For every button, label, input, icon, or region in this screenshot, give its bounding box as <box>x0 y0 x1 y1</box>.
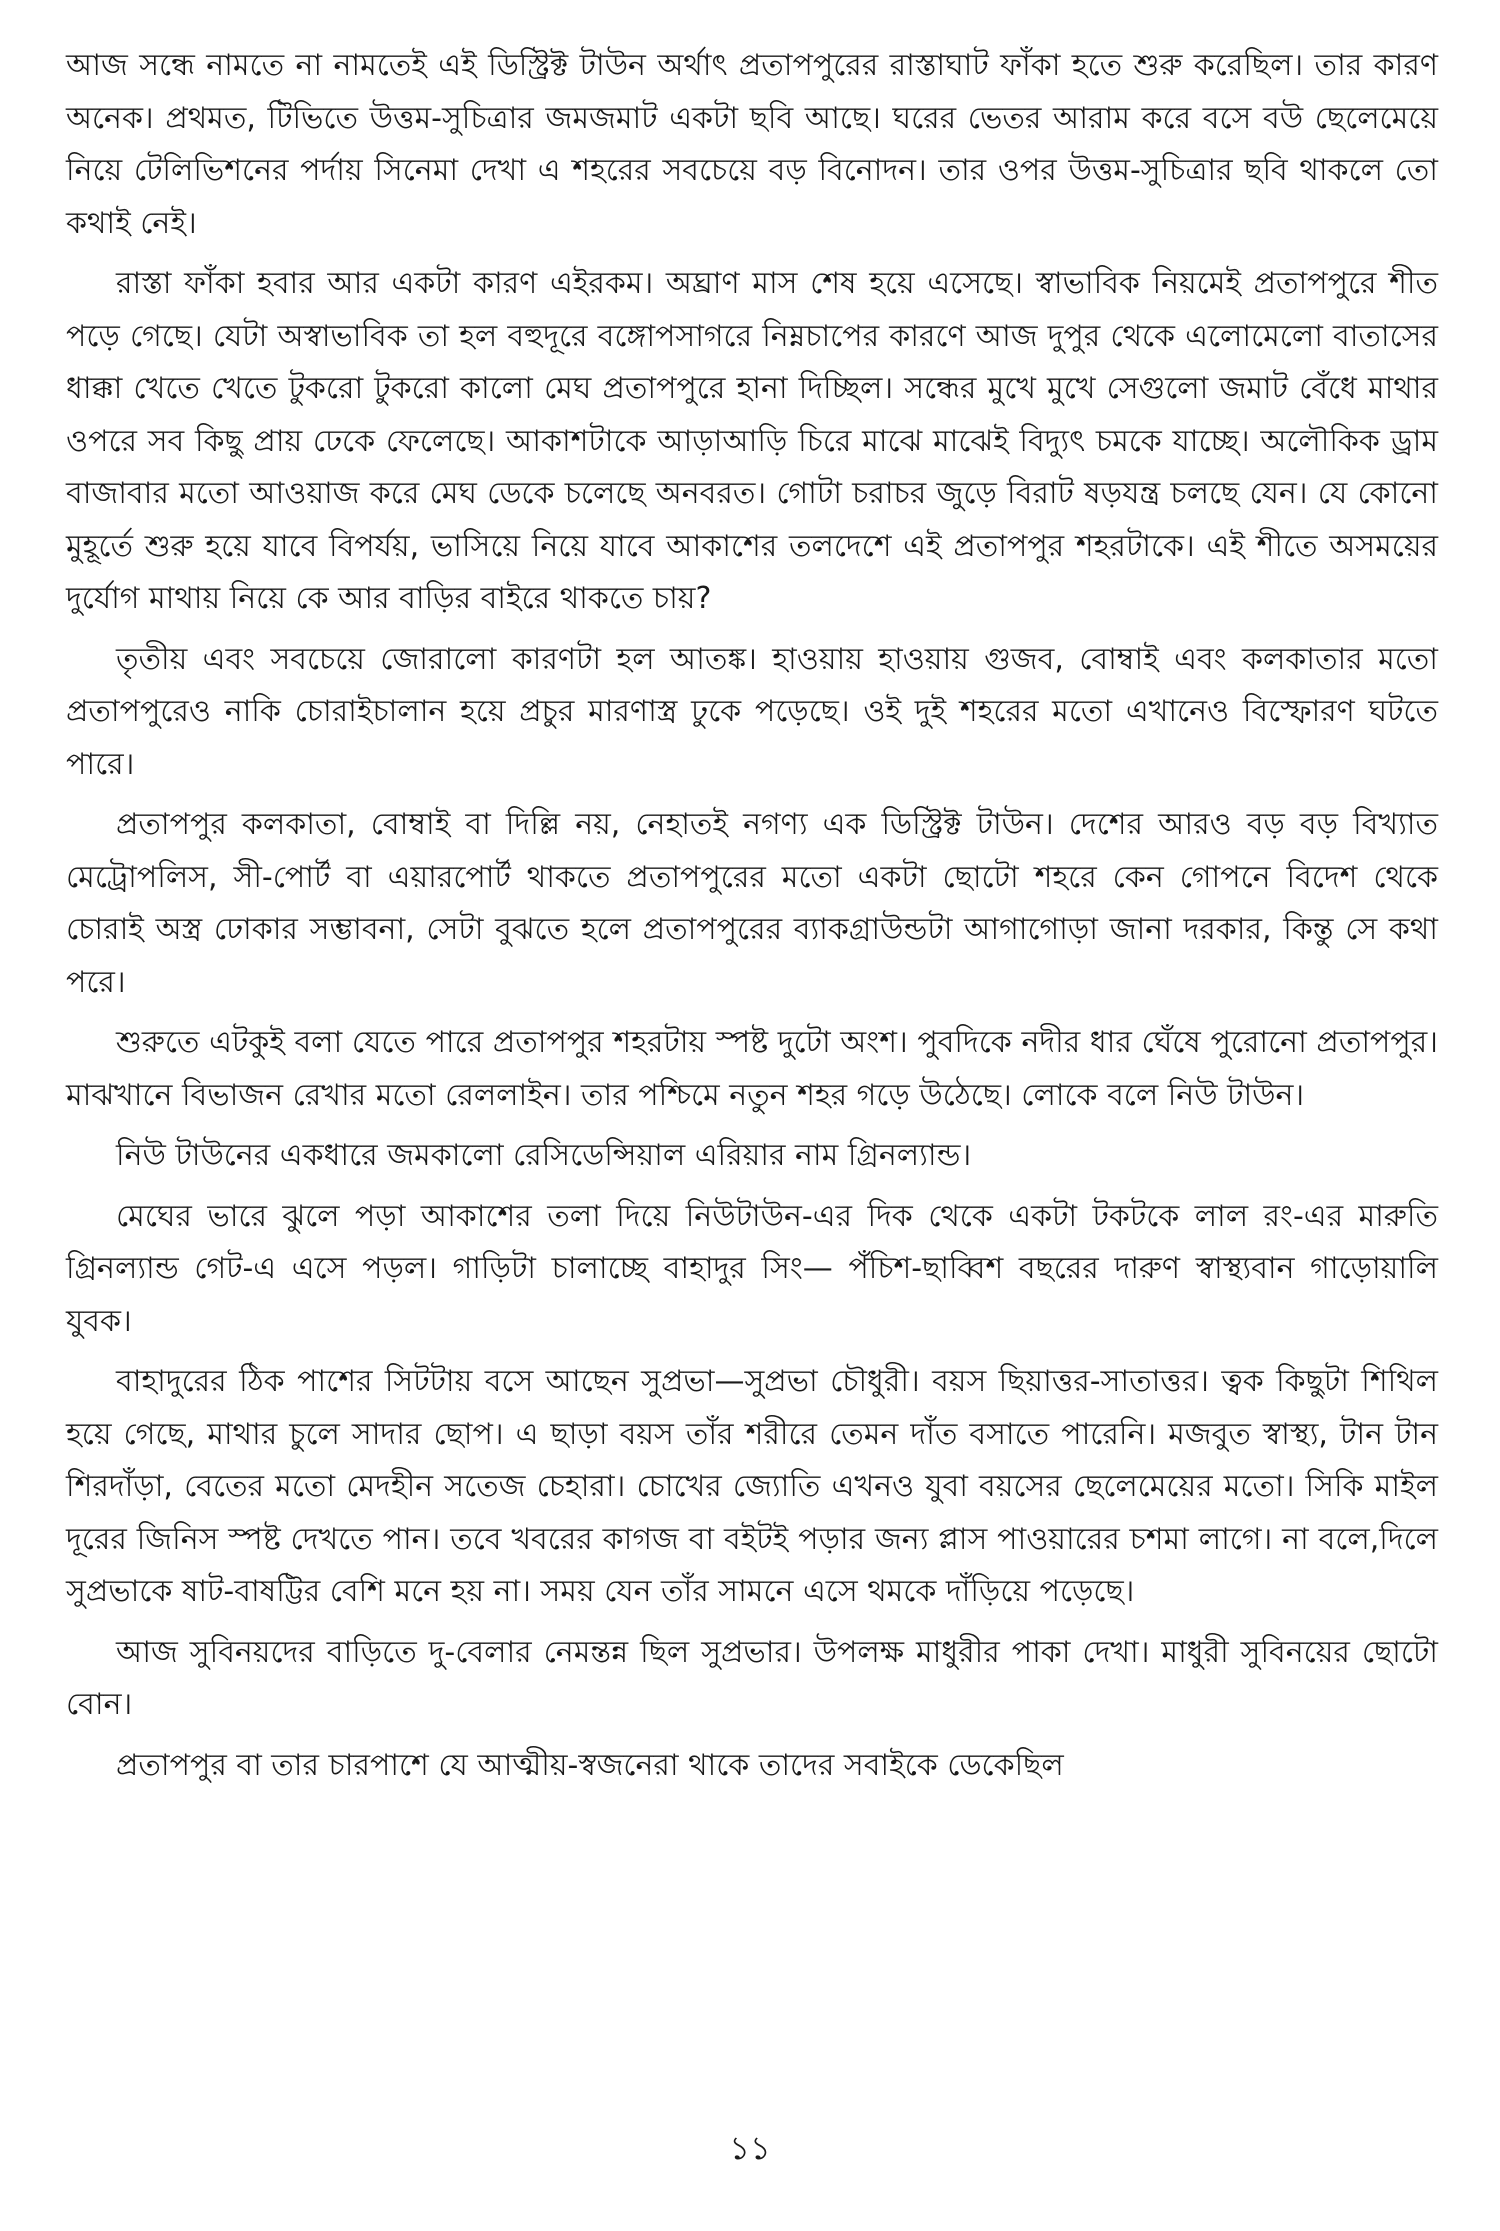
paragraph-9: আজ সুবিনয়দের বাড়িতে দু-বেলার নেমন্তন্ন ছিল সুপ্রভার। উপলক্ষ মাধুরীর পাকা দেখা। মাধুরী সুবিনয়ের ছোটো বোন। <box>66 1634 1438 1722</box>
paragraph-7: মেঘের ভারে ঝুলে পড়া আকাশের তলা দিয়ে নিউটাউন-এর দিক থেকে একটা টকটকে লাল রং-এর মারুতি গ্রিনল্যান্ড গেট-এ এসে পড়ল। গাড়িটা চালাচ্ছে বাহাদুর সিং— পঁচিশ-ছাব্বিশ বছরের দারুণ স্বাস্থ্যবান গাড়োয়ালি যুবক। <box>66 1198 1438 1339</box>
paragraph-4: প্রতাপপুর কলকাতা, বোম্বাই বা দিল্লি নয়, নেহাতই নগণ্য এক ডিস্ট্রিক্ট টাউন। দেশের আরও বড় বড় বিখ্যাত মেট্রোপলিস, সী-পোর্ট বা এয়ারপোর্ট থাকতে প্রতাপপুরের মতো একটা ছোটো শহরে কেন গোপনে বিদেশ থেকে চোরাই অস্ত্র ঢোকার সম্ভাবনা, সেটা বুঝতে হলে প্রতাপপুরের ব্যাকগ্রাউন্ডটা আগাগোড়া জানা দরকার, কিন্তু সে কথা পরে। <box>66 807 1438 1000</box>
body-text <box>66 40 1438 1792</box>
page-number: ১১ <box>729 2129 771 2167</box>
paragraph-6: নিউ টাউনের একধারে জমকালো রেসিডেন্সিয়াল এরিয়ার নাম গ্রিনল্যান্ড। <box>116 1138 972 1173</box>
paragraph-3: তৃতীয় এবং সবচেয়ে জোরালো কারণটা হল আতঙ্ক। হাওয়ায় হাওয়ায় গুজব, বোম্বাই এবং কলকাতার মতো প্রতাপপুরেও নাকি চোরাইচালান হয়ে প্রচুর মারণাস্ত্র ঢুকে পড়েছে। ওই দুই শহরের মতো এখানেও বিস্ফোরণ ঘটতে পারে। <box>66 641 1438 782</box>
paragraph-5: শুরুতে এটকুই বলা যেতে পারে প্রতাপপুর শহরটায় স্পষ্ট দুটো অংশ। পুবদিকে নদীর ধার ঘেঁষে পুরোনো প্রতাপপুর। মাঝখানে বিভাজন রেখার মতো রেললাইন। তার পশ্চিমে নতুন শহর গড়ে উঠেছে। লোকে বলে নিউ টাউন। <box>66 1025 1438 1113</box>
paragraph-10: প্রতাপপুর বা তার চারপাশে যে আত্মীয়-স্বজনেরা থাকে তাদের সবাইকে ডেকেছিল <box>116 1747 1064 1783</box>
paragraph-2: রাস্তা ফাঁকা হবার আর একটা কারণ এইরকম। অঘ্রাণ মাস শেষ হয়ে এসেছে। স্বাভাবিক নিয়মেই প্রতাপপুরে শীত পড়ে গেছে। যেটা অস্বাভাবিক তা হল বহুদূরে বঙ্গোপসাগরে নিম্নচাপের কারণে আজ দুপুর থেকে এলোমেলো বাতাসের ধাক্কা খেতে খেতে টুকরো টুকরো কালো মেঘ প্রতাপপুরে হানা দিচ্ছিল। সন্ধের মুখে মুখে সেগুলো জমাট বেঁধে মাথার ওপরে সব কিছু প্রায় ঢেকে ফেলেছে। আকাশটাকে আড়াআড়ি চিরে মাঝে মাঝেই বিদ্যুৎ চমকে যাচ্ছে। অলৌকিক ড্রাম বাজাবার মতো আওয়াজ করে মেঘ ডেকে চলেছে অনবরত। গোটা চরাচর জুড়ে বিরাট ষড়যন্ত্র চলছে যেন। যে কোনো মুহূর্তে শুরু হয়ে যাবে বিপর্যয়, ভাসিয়ে নিয়ে যাবে আকাশের তলদেশে এই প্রতাপপুর শহরটাকে। এই শীতে অসময়ের দুর্যোগ মাথায় নিয়ে কে আর বাড়ির বাইরে থাকতে চায়? <box>66 266 1438 616</box>
paragraph-1: আজ সন্ধে নামতে না নামতেই এই ডিস্ট্রিক্ট টাউন অর্থাৎ প্রতাপপুরের রাস্তাঘাট ফাঁকা হতে শুরু করেছিল। তার কারণ অনেক। প্রথমত, টিভিতে উত্তম-সুচিত্রার জমজমাট একটা ছবি আছে। ঘরের ভেতর আরাম করে বসে বউ ছেলেমেয়ে নিয়ে টেলিভিশনের পর্দায় সিনেমা দেখা এ শহরের সবচেয়ে বড় বিনোদন। তার ওপর উত্তম-সুচিত্রার ছবি থাকলে তো কথাই নেই। <box>66 48 1438 241</box>
paragraph-8: বাহাদুরের ঠিক পাশের সিটটায় বসে আছেন সুপ্রভা—সুপ্রভা চৌধুরী। বয়স ছিয়াত্তর-সাতাত্তর। ত্বক কিছুটা শিথিল হয়ে গেছে, মাথার চুলে সাদার ছোপ। এ ছাড়া বয়স তাঁর শরীরে তেমন দাঁত বসাতে পারেনি। মজবুত স্বাস্থ্য, টান টান শিরদাঁড়া, বেতের মতো মেদহীন সতেজ চেহারা। চোখের জ্যোতি এখনও যুবা বয়সের ছেলেমেয়ের মতো। সিকি মাইল দূরের জিনিস স্পষ্ট দেখতে পান। তবে খবরের কাগজ বা বইটই পড়ার জন্য প্লাস পাওয়ারের চশমা লাগে। না বলে,দিলে সুপ্রভাকে ষাট-বাষট্টির বেশি মনে হয় না। সময় যেন তাঁর সামনে এসে থমকে দাঁড়িয়ে পড়েছে। <box>66 1364 1438 1609</box>
